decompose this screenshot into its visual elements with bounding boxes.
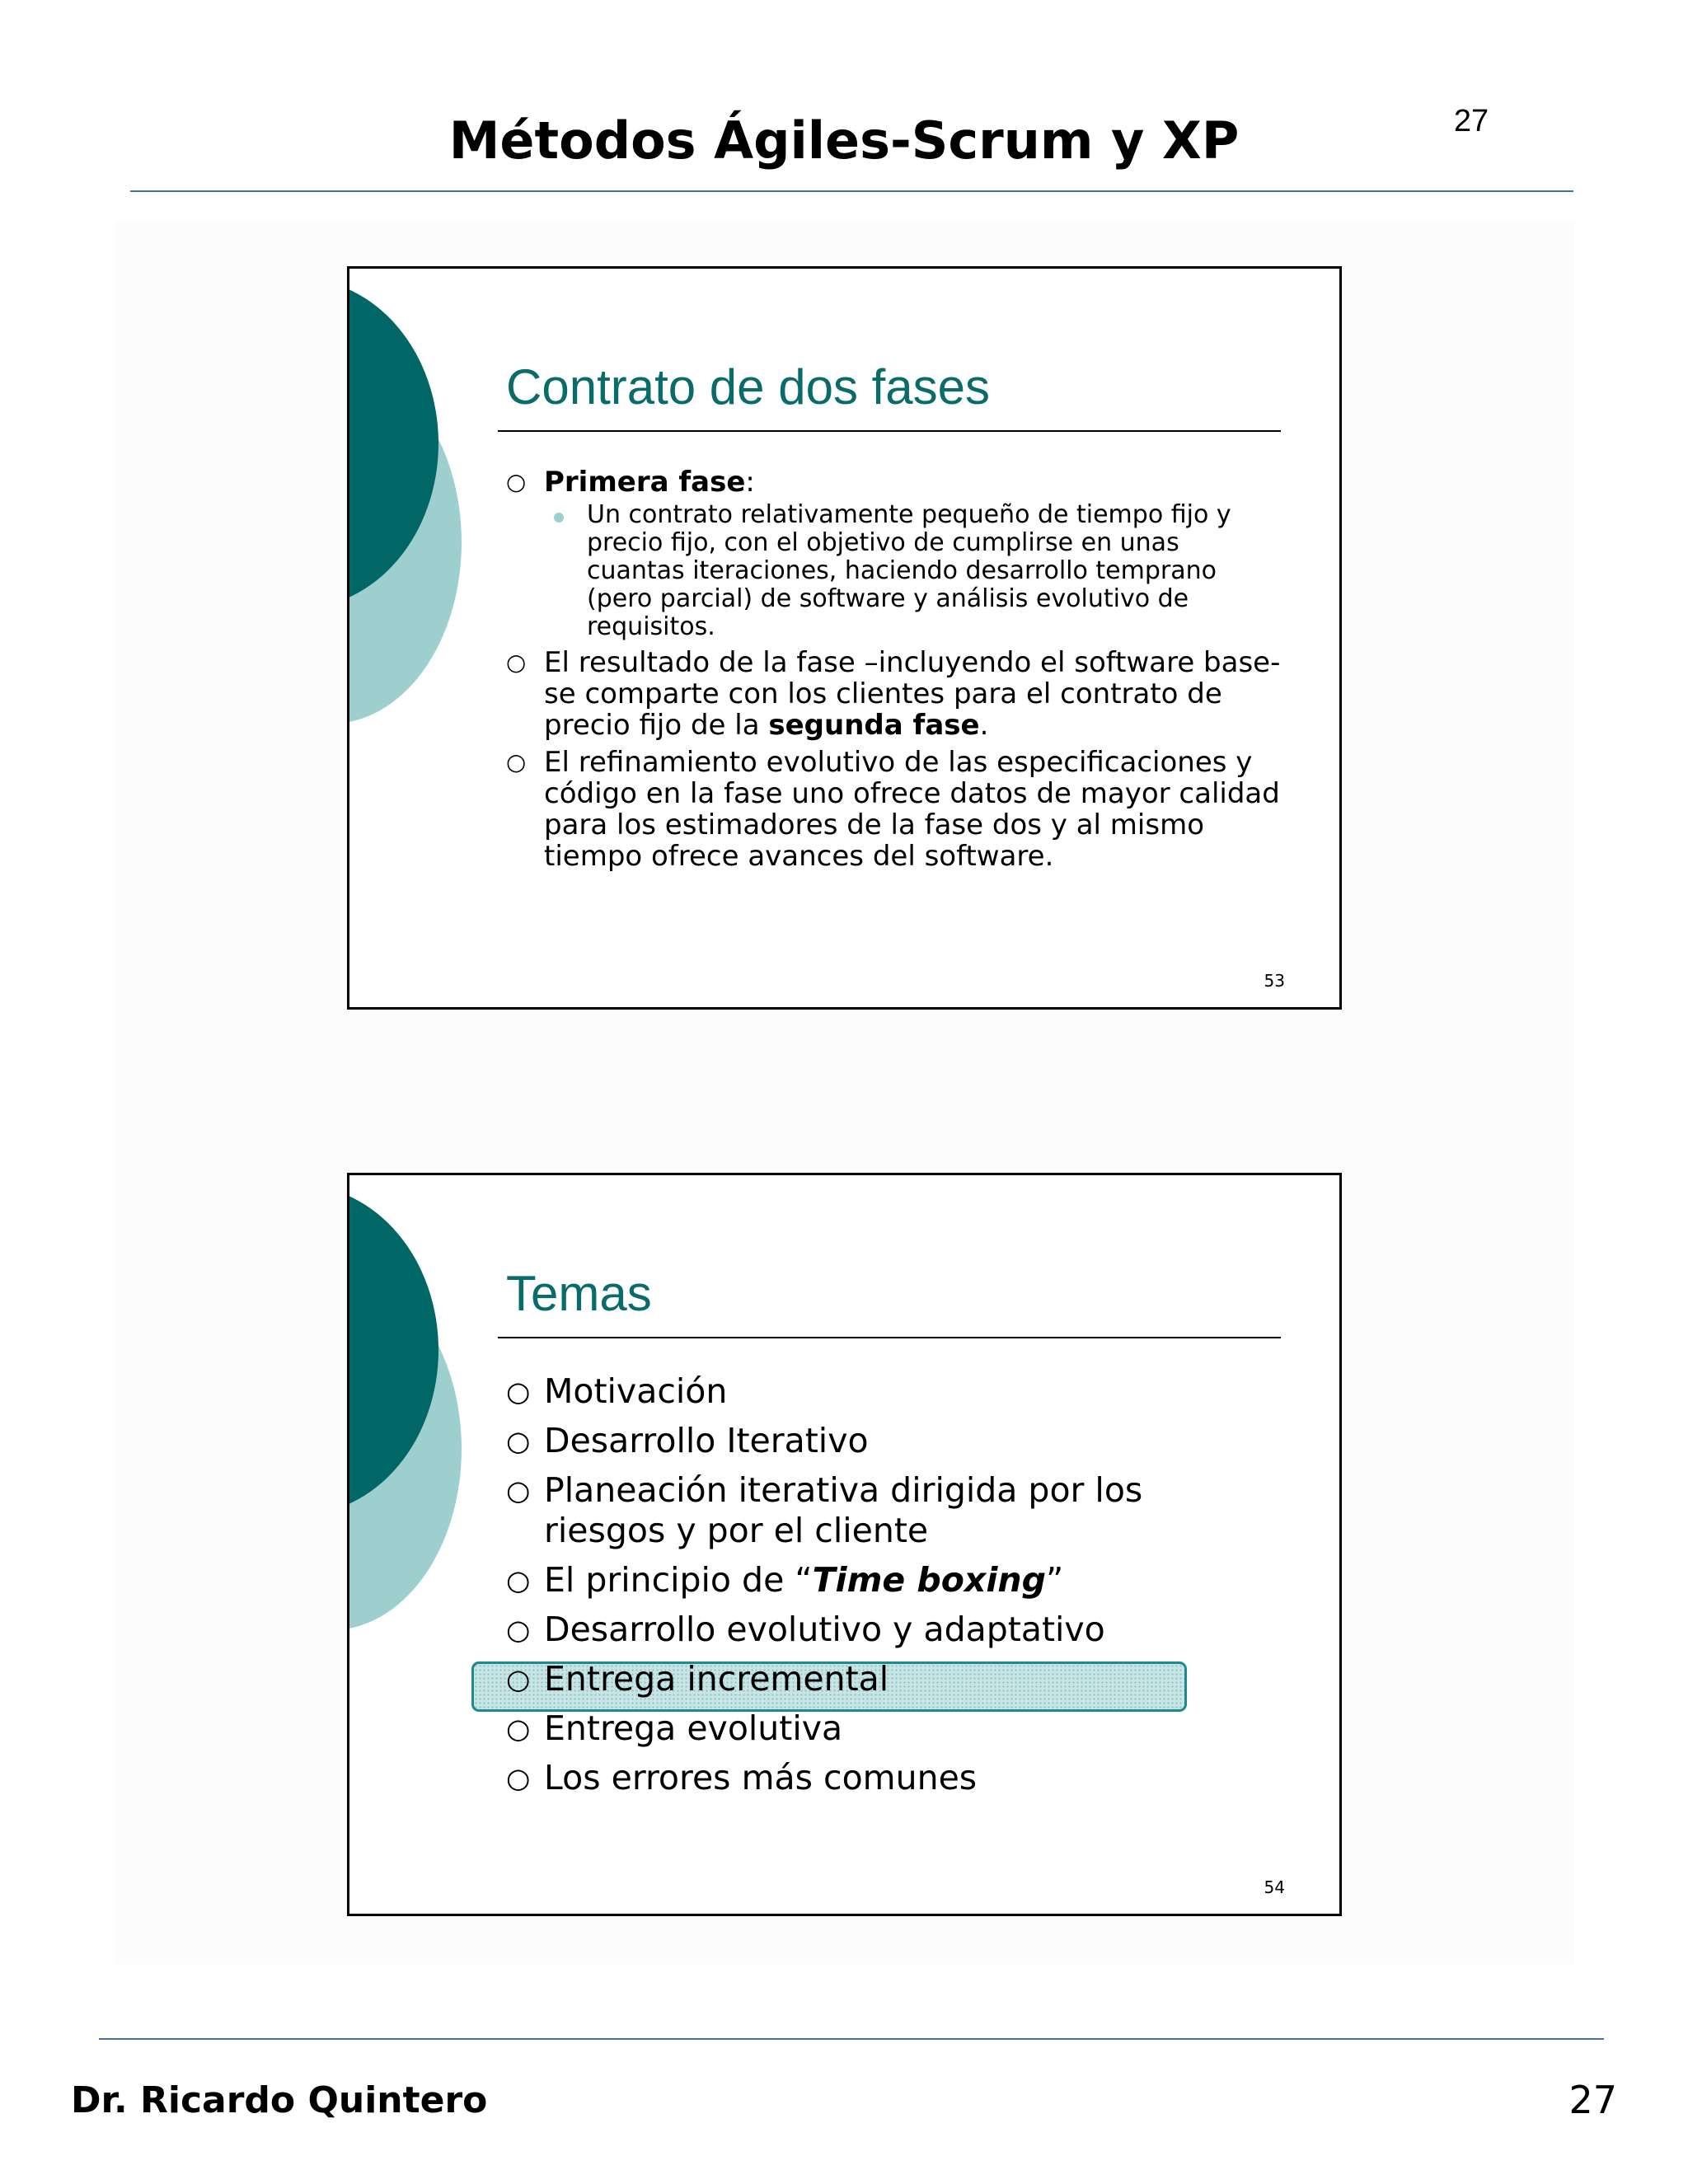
sub-item-text: Un contrato relativamente pequeño de tiempo fijo y precio fijo, con el objetivo de cumplirse en unas cuantas iteraciones, haciendo desarrollo temprano (pero parcial) de software y análisis evolutivo de requisitos. xyxy=(587,500,1231,641)
sub-bullet-list xyxy=(544,501,1281,641)
header-page-number: 27 xyxy=(1453,104,1489,138)
footer-divider xyxy=(99,2038,1604,2040)
item-text: Planeación iterativa dirigida por los riesgos y por el cliente xyxy=(544,1470,1143,1550)
hollow-circle-bullet-icon: ○ xyxy=(506,1474,531,1507)
slide-number: 54 xyxy=(1264,1877,1285,1897)
hollow-circle-bullet-icon: ○ xyxy=(506,1663,531,1695)
bold-italic-text: Time boxing xyxy=(812,1560,1046,1600)
list-item xyxy=(506,647,1281,741)
list-item xyxy=(506,1470,1231,1551)
hollow-circle-bullet-icon: ○ xyxy=(506,1762,531,1794)
hollow-circle-bullet-icon: ○ xyxy=(506,649,527,676)
item-text: . xyxy=(979,709,989,742)
slide-53 xyxy=(347,266,1342,1010)
hollow-circle-bullet-icon: ○ xyxy=(506,1425,531,1457)
sub-list-item xyxy=(544,501,1281,641)
slide-number: 53 xyxy=(1264,971,1285,991)
slide-title-divider xyxy=(498,430,1281,432)
list-item xyxy=(506,466,1281,641)
hollow-circle-bullet-icon: ○ xyxy=(506,1614,531,1646)
hollow-circle-bullet-icon: ○ xyxy=(506,1376,531,1408)
hollow-circle-bullet-icon: ○ xyxy=(506,1713,531,1745)
list-item xyxy=(506,1371,1231,1412)
hollow-circle-bullet-icon: ○ xyxy=(506,1564,531,1596)
item-text: Motivación xyxy=(544,1371,728,1411)
list-item xyxy=(506,1758,1231,1798)
slide-title-divider xyxy=(498,1337,1281,1338)
slide-54 xyxy=(347,1173,1342,1916)
list-item xyxy=(506,1560,1231,1601)
item-text: El principio de “ xyxy=(544,1560,813,1600)
topics-list xyxy=(506,1371,1231,1807)
footer-page-number: 27 xyxy=(1568,2078,1617,2122)
filled-dot-bullet-icon xyxy=(554,513,564,523)
item-text: Entrega evolutiva xyxy=(544,1708,843,1748)
item-text: El resultado de la fase –incluyendo el software base- se comparte con los clientes para el contrato de precio fijo de la xyxy=(544,646,1281,742)
item-text: Los errores más comunes xyxy=(544,1758,978,1797)
list-item xyxy=(506,1610,1231,1650)
list-item xyxy=(506,747,1281,872)
list-item xyxy=(506,1708,1231,1749)
bullet-list xyxy=(506,466,1281,878)
header-divider xyxy=(130,190,1573,192)
item-text: Desarrollo evolutivo y adaptativo xyxy=(544,1610,1105,1649)
hollow-circle-bullet-icon: ○ xyxy=(506,468,527,495)
bold-text: segunda fase xyxy=(768,709,980,742)
slide-title: Contrato de dos fases xyxy=(506,359,991,415)
footer-author: Dr. Ricardo Quintero xyxy=(71,2079,488,2121)
list-item-highlighted xyxy=(506,1659,1231,1699)
item-text: El refinamiento evolutivo de las especificaciones y código en la fase uno ofrece datos de mayor calidad para los estimadores de la fase dos y al mismo tiempo ofrece avances del software. xyxy=(544,746,1280,873)
page-title: Métodos Ágiles-Scrum y XP xyxy=(448,110,1240,171)
item-text: ” xyxy=(1045,1560,1064,1600)
bold-text: Primera fase xyxy=(544,466,746,499)
list-item xyxy=(506,1421,1231,1461)
item-text: Entrega incremental xyxy=(544,1659,889,1699)
slide-title: Temas xyxy=(506,1266,652,1321)
item-text: Desarrollo Iterativo xyxy=(544,1421,869,1460)
hollow-circle-bullet-icon: ○ xyxy=(506,748,527,776)
item-text: : xyxy=(745,466,755,499)
